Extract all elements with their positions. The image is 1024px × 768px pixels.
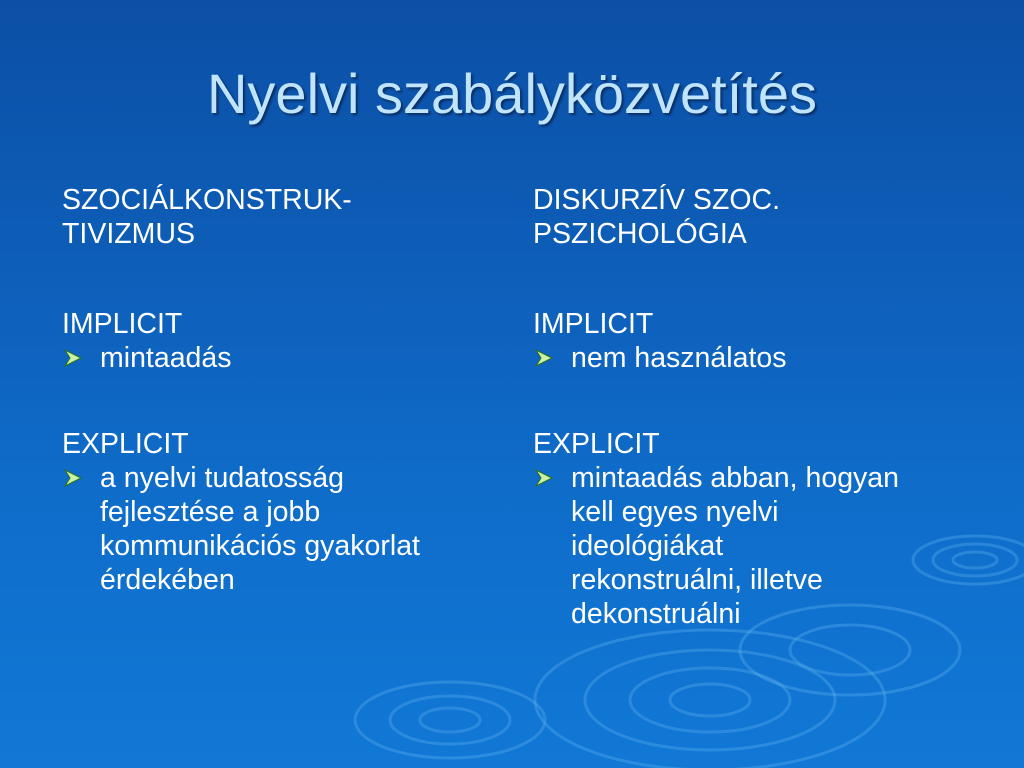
right-header-line-1: DISKURZÍV SZOC. bbox=[533, 184, 781, 216]
right-explicit-line-1: mintaadás abban, hogyan bbox=[571, 462, 900, 494]
right-explicit-line-4: rekonstruálni, illetve bbox=[571, 564, 823, 596]
left-implicit-bullet-text: mintaadás bbox=[100, 342, 232, 374]
left-explicit-bullet bbox=[62, 461, 502, 597]
right-header-line-2: PSZICHOLÓGIA bbox=[533, 218, 747, 250]
arrowhead-bullet-icon bbox=[533, 467, 555, 489]
right-column-header bbox=[533, 183, 1003, 251]
right-explicit-line-5: dekonstruálni bbox=[571, 598, 741, 630]
right-explicit-line-2: kell egyes nyelvi bbox=[571, 496, 779, 528]
left-column-header bbox=[62, 183, 502, 251]
arrowhead-bullet-icon bbox=[62, 347, 84, 369]
left-implicit-bullet bbox=[62, 341, 502, 375]
right-explicit-label: EXPLICIT bbox=[533, 428, 660, 460]
left-explicit-line-3: kommunikációs gyakorlat bbox=[100, 530, 420, 562]
left-implicit-label: IMPLICIT bbox=[62, 308, 183, 340]
right-implicit-bullet bbox=[533, 341, 1003, 375]
left-explicit-label: EXPLICIT bbox=[62, 428, 189, 460]
left-column bbox=[62, 183, 502, 597]
left-explicit-line-4: érdekében bbox=[100, 564, 235, 596]
left-header-line-1: SZOCIÁLKONSTRUK- bbox=[62, 184, 352, 216]
arrowhead-bullet-icon bbox=[533, 347, 555, 369]
slide-title: Nyelvi szabályközvetítés bbox=[206, 62, 817, 125]
right-implicit-label: IMPLICIT bbox=[533, 308, 654, 340]
right-explicit-line-3: ideológiákat bbox=[571, 530, 724, 562]
right-column bbox=[533, 183, 1003, 631]
left-explicit-line-1: a nyelvi tudatosság bbox=[100, 462, 344, 494]
right-explicit-bullet bbox=[533, 461, 1003, 631]
left-header-line-2: TIVIZMUS bbox=[62, 218, 195, 250]
arrowhead-bullet-icon bbox=[62, 467, 84, 489]
left-explicit-line-2: fejlesztése a jobb bbox=[100, 496, 321, 528]
right-implicit-bullet-text: nem használatos bbox=[571, 342, 787, 374]
